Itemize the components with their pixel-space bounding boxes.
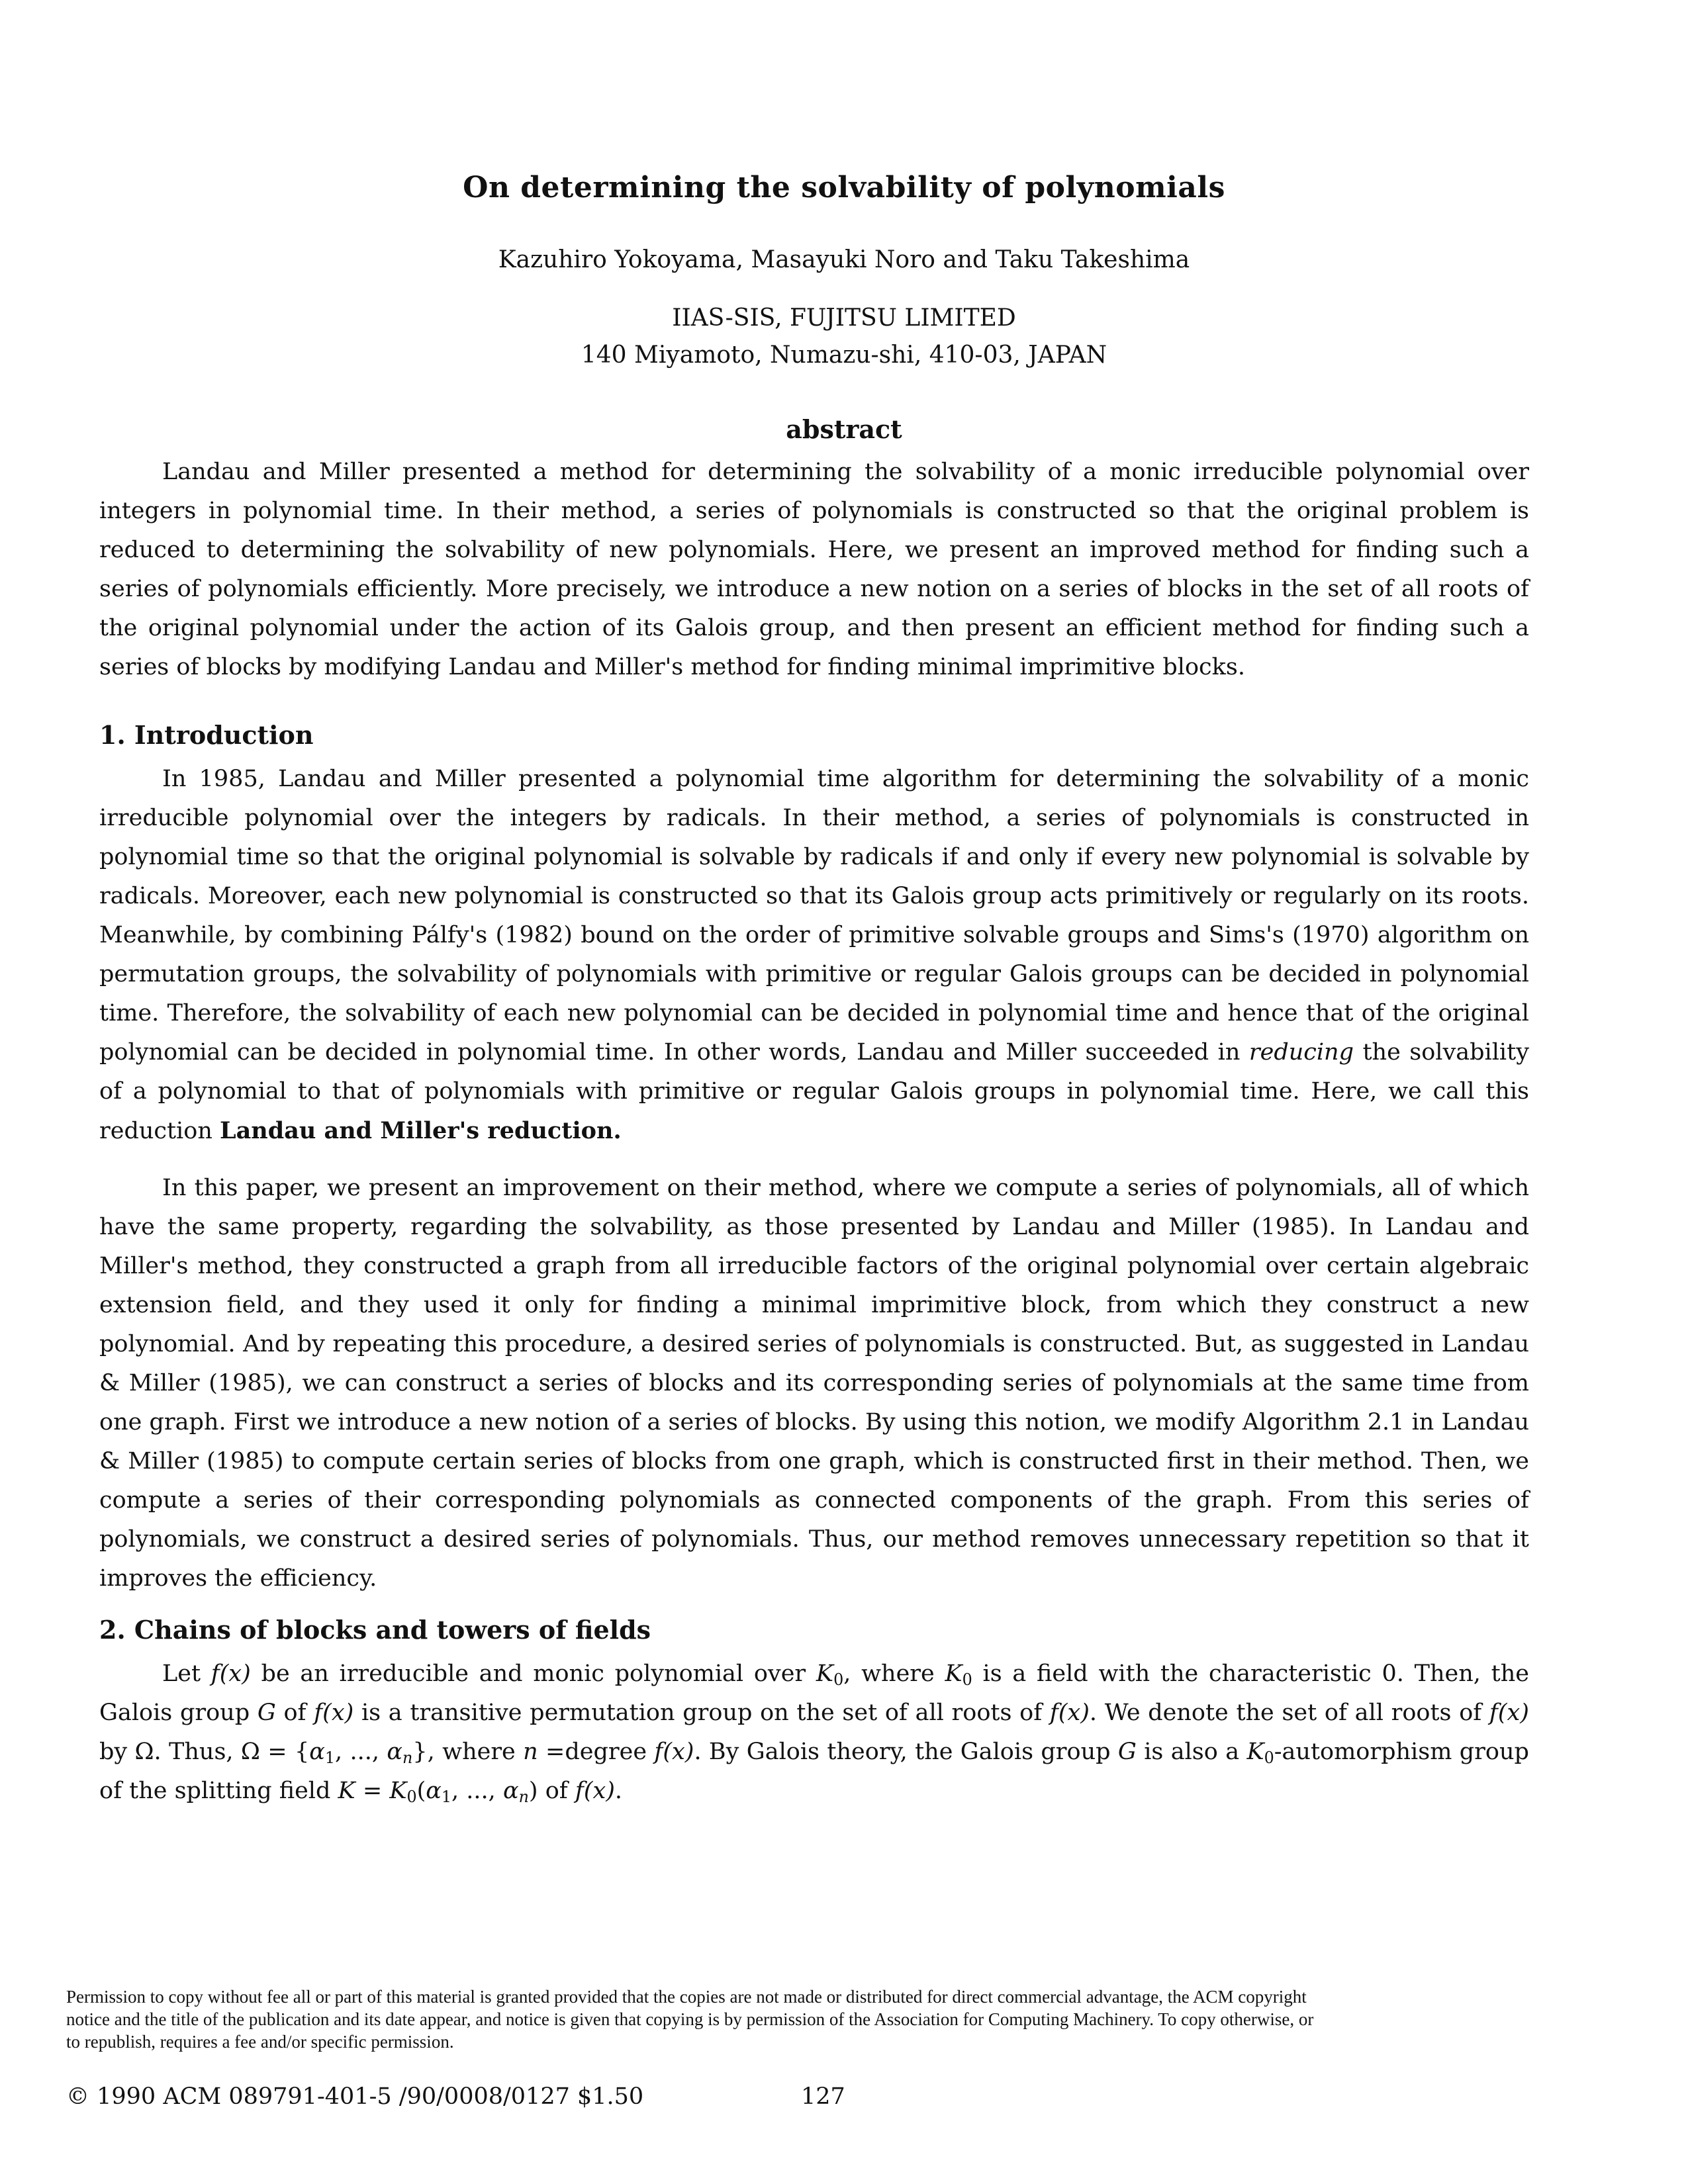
- intro-paragraph-2: In this paper, we present an improvement on their method, where we compute a series of polynomials, all of which have the same property, regarding the solvability, as those presented by Landau and Miller (1985). In Landau and Miller's method, they constructed a graph from all irreducible factors of the original polynomial over certain algebraic extension field, and they used it only for finding a minimal imprimitive block, from which they construct a new polynomial. And by repeating this procedure, a desired series of polynomials is constructed. But, as suggested in Landau & Miller (1985), we can construct a series of blocks and its corresponding series of polynomials at the same time from one graph. First we introduce a new notion of a series of blocks. By using this notion, we modify Algorithm 2.1 in Landau & Miller (1985) to compute certain series of blocks from one graph, which is constructed first in their method. Then, we compute a series of their corresponding polynomials as connected components of the graph. From this series of polynomials, we construct a desired series of polynomials. Thus, our method removes unnecessary repetition so that it improves the efficiency.: [99, 1175, 1529, 1592]
- s2-text: . By Galois theory, the Galois group: [694, 1739, 1111, 1765]
- abstract-heading: abstract: [786, 414, 902, 444]
- s2-text: , ...,: [451, 1778, 496, 1804]
- permission-footnote: Permission to copy without fee all or part of this material is granted provided that the copies are not made or distributed for direct commercial advantage, the ACM copyright notice and the title of the publication and its date appear, and notice is given that copying is by permission of the Association for Computing Machinery. To copy otherwise, or to republish, requires a fee and/or specific permission.: [66, 1987, 1314, 2052]
- math-K0: $K_0$: [1246, 1739, 1274, 1767]
- paper-title: On determining the solvability of polynomials: [463, 171, 1225, 205]
- intro-paragraph-1: [99, 760, 1529, 1151]
- math-G: G: [257, 1700, 276, 1726]
- intro-p1-text-b: the solvability of a polynomial to that of polynomials with primitive or regular Galois groups in polynomial time. Here, we call this reduction: [99, 1039, 1529, 1144]
- s2-text: =degree: [545, 1739, 647, 1765]
- section-2-paragraph: [99, 1655, 1529, 1811]
- s2-text: by Ω. Thus, Ω = {: [99, 1739, 310, 1765]
- math-alpha-1: $\alpha_1$: [309, 1739, 336, 1767]
- math-alpha-n: $\alpha_n$: [502, 1778, 529, 1806]
- section-2-heading: 2. Chains of blocks and towers of fields: [99, 1615, 651, 1645]
- s2-text: Let: [162, 1661, 201, 1687]
- math-alpha-n: $\alpha_n$: [387, 1739, 413, 1767]
- math-K0: $K_0$: [389, 1778, 417, 1806]
- math-K0: $K_0$: [945, 1661, 972, 1689]
- math-G: G: [1117, 1739, 1137, 1765]
- s2-text: of: [283, 1700, 306, 1726]
- math-f-x: f(x): [211, 1661, 251, 1687]
- affiliation-line-2: 140 Miyamoto, Numazu-shi, 410-03, JAPAN: [581, 341, 1107, 369]
- copyright-line: © 1990 ACM 089791-401-5 /90/0008/0127 $1.50: [66, 2083, 644, 2110]
- math-f-x: f(x): [314, 1700, 354, 1726]
- math-f-x: f(x): [1489, 1700, 1529, 1726]
- s2-text: is also a: [1144, 1739, 1240, 1765]
- s2-text: . We denote the set of all roots of: [1089, 1700, 1482, 1726]
- intro-p1-text-a: In 1985, Landau and Miller presented a polynomial time algorithm for determining the solvability of a monic irreducible polynomial over the integers by radicals. In their method, a series of polynomials is constructed in polynomial time so that the original polynomial is solvable by radicals if and only if every new polynomial is solvable by radicals. Moreover, each new polynomial is constructed so that its Galois group acts primitively or regularly on its roots. Meanwhile, by combining Pálfy's (1982) bound on the order of primitive solvable groups and Sims's (1970) algorithm on permutation groups, the solvability of polynomials with primitive or regular Galois groups can be decided in polynomial time. Therefore, the solvability of each new polynomial can be decided in polynomial time and hence that of the original polynomial can be decided in polynomial time. In other words, Landau and Miller succeeded in: [99, 766, 1529, 1066]
- math-n: n: [523, 1739, 538, 1765]
- s2-text: is a transitive permutation group on the set of all roots of: [361, 1700, 1043, 1726]
- math-alpha-1: $\alpha_1$: [426, 1778, 452, 1806]
- s2-text: .: [614, 1778, 623, 1804]
- author-list: Kazuhiro Yokoyama, Masayuki Noro and Taku Takeshima: [498, 246, 1190, 273]
- abstract-text: Landau and Miller presented a method for determining the solvability of a monic irreducible polynomial over integers in polynomial time. In their method, a series of polynomials is constructed so that the original problem is reduced to determining the solvability of new polynomials. Here, we present an improved method for finding such a series of polynomials efficiently. More precisely, we introduce a new notion on a series of blocks in the set of all roots of the original polynomial under the action of its Galois group, and then present an efficient method for finding such a series of blocks by modifying Landau and Miller's method for finding minimal imprimitive blocks.: [99, 459, 1529, 680]
- s2-text: }, where: [412, 1739, 516, 1765]
- s2-text: ) of: [528, 1778, 568, 1804]
- s2-text: be an irreducible and monic polynomial over: [261, 1661, 806, 1687]
- s2-text: =: [362, 1778, 383, 1804]
- s2-text: (: [416, 1778, 426, 1804]
- math-f-x: f(x): [1049, 1700, 1090, 1726]
- page-number: 127: [801, 2083, 845, 2110]
- section-1-heading: 1. Introduction: [99, 720, 314, 750]
- s2-text: , where: [843, 1661, 935, 1687]
- s2-text: , ...,: [335, 1739, 380, 1765]
- math-K0: $K_0$: [816, 1661, 844, 1689]
- intro-p1-emphasis: reducing: [1248, 1039, 1354, 1066]
- math-f-x: f(x): [575, 1778, 615, 1804]
- intro-p1-bold-term: Landau and Miller's reduction.: [220, 1117, 622, 1144]
- s2-text: -automorphism group of the splitting field: [99, 1739, 1529, 1804]
- math-K: K: [338, 1778, 355, 1804]
- s2-text: is a field with the characteristic 0. Then, the Galois group: [99, 1661, 1529, 1726]
- affiliation-line-1: IIAS-SIS, FUJITSU LIMITED: [672, 304, 1016, 332]
- math-f-x: f(x): [654, 1739, 694, 1765]
